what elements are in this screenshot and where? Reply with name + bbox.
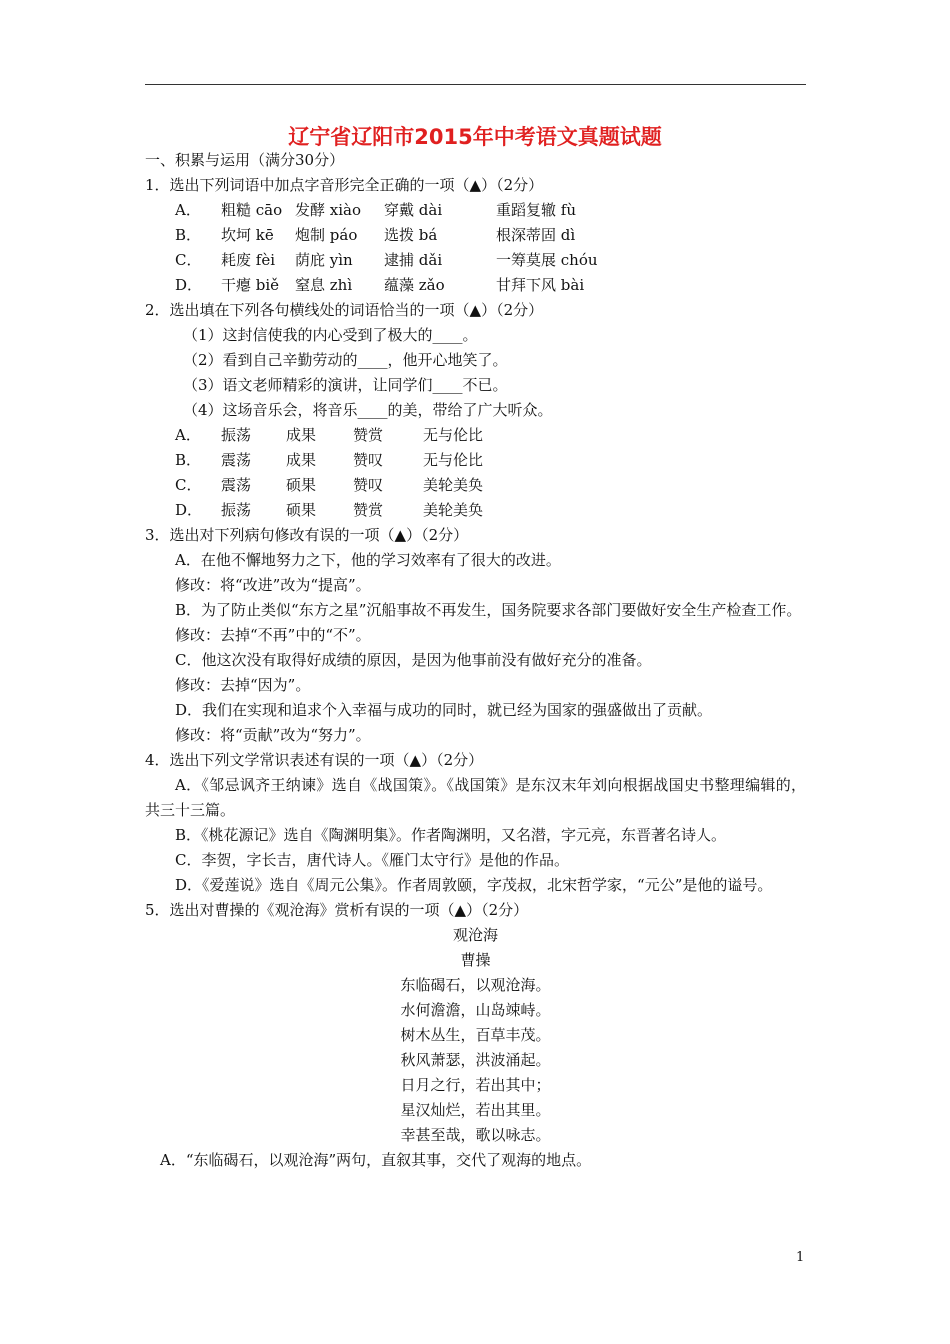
q2-sentence: （4）这场音乐会，将音乐____的美，带给了广大听众。 bbox=[183, 401, 553, 419]
q1-option-d: D． 干瘪 biě 窒息 zhì 蕴藻 zǎo 甘拜下风 bài bbox=[175, 276, 585, 294]
q4-option-d: D．《爱莲说》选自《周元公集》。作者周敦颐，字茂叔，北宋哲学家，“元公”是他的谥号。 bbox=[175, 876, 773, 894]
section-heading: 一、积累与运用（满分30分） bbox=[145, 151, 345, 169]
question-2-stem: 2．选出填在下列各句横线处的词语恰当的一项（▲）（2分） bbox=[145, 301, 544, 319]
q5-option-a: A．“东临碣石，以观沧海”两句，直叙其事，交代了观海的地点。 bbox=[160, 1151, 592, 1169]
poem-author: 曹操 bbox=[460, 951, 491, 969]
q3-option-c-fix: 修改：去掉“因为”。 bbox=[175, 676, 311, 694]
poem-title: 观沧海 bbox=[452, 926, 498, 944]
question-5-stem: 5．选出对曹操的《观沧海》赏析有误的一项（▲）（2分） bbox=[145, 901, 529, 919]
q4-option-c: C．李贺，字长吉，唐代诗人。《雁门太守行》是他的作品。 bbox=[175, 851, 569, 869]
q2-sentence: （2）看到自己辛勤劳动的____，他开心地笑了。 bbox=[183, 351, 508, 369]
question-1-stem: 1．选出下列词语中加点字音形完全正确的一项（▲）（2分） bbox=[145, 176, 544, 194]
q4-option-b: B．《桃花源记》选自《陶渊明集》。作者陶渊明，又名潜，字元亮，东晋著名诗人。 bbox=[175, 826, 727, 844]
q3-option-a: A．在他不懈地努力之下，他的学习效率有了很大的改进。 bbox=[175, 551, 561, 569]
question-4-stem: 4．选出下列文学常识表述有误的一项（▲）（2分） bbox=[145, 751, 484, 769]
poem-line: 秋风萧瑟，洪波涌起。 bbox=[400, 1051, 551, 1069]
question-3-stem: 3．选出对下列病句修改有误的一项（▲）（2分） bbox=[145, 526, 469, 544]
q3-option-b-fix: 修改：去掉“不再”中的“不”。 bbox=[175, 626, 371, 644]
poem-line: 树木丛生，百草丰茂。 bbox=[400, 1026, 551, 1044]
q3-option-a-fix: 修改：将“改进”改为“提高”。 bbox=[175, 576, 371, 594]
page-title: 辽宁省辽阳市2015年中考语文真题试题 bbox=[288, 125, 662, 149]
q3-option-d-fix: 修改：将“贡献”改为“努力”。 bbox=[175, 726, 371, 744]
q1-option-c: C． 耗废 fèi 荫庇 yìn 逮捕 dǎi 一筹莫展 chóu bbox=[175, 251, 598, 269]
exam-content bbox=[145, 148, 806, 1173]
q2-option-c: C． 震荡 硕果 赞叹 美轮美奂 bbox=[175, 476, 484, 494]
poem-line: 日月之行，若出其中； bbox=[400, 1076, 551, 1094]
poem-line: 东临碣石，以观沧海。 bbox=[400, 976, 551, 994]
q2-option-d: D． 振荡 硕果 赞赏 美轮美奂 bbox=[175, 501, 484, 519]
q2-sentence: （1）这封信使我的内心受到了极大的____。 bbox=[183, 326, 478, 344]
q2-option-b: B． 震荡 成果 赞叹 无与伦比 bbox=[175, 451, 484, 469]
poem-line: 幸甚至哉，歌以咏志。 bbox=[400, 1126, 551, 1144]
q1-option-a: A． 粗糙 cāo 发酵 xiào 穿戴 dài 重蹈复辙 fù bbox=[175, 201, 576, 219]
poem-line: 水何澹澹，山岛竦峙。 bbox=[400, 1001, 551, 1019]
q3-option-d: D．我们在实现和追求个入幸福与成功的同时，就已经为国家的强盛做出了贡献。 bbox=[175, 701, 713, 719]
poem-line: 星汉灿烂，若出其里。 bbox=[400, 1101, 551, 1119]
q1-option-b: B． 坎坷 kē 炮制 páo 选拨 bá 根深蒂固 dì bbox=[175, 226, 576, 244]
q2-option-a: A． 振荡 成果 赞赏 无与伦比 bbox=[175, 426, 484, 444]
q3-option-c: C．他这次没有取得好成绩的原因，是因为他事前没有做好充分的准备。 bbox=[175, 651, 652, 669]
page-number: 1 bbox=[796, 1250, 805, 1265]
q2-sentence: （3）语文老师精彩的演讲，让同学们____不已。 bbox=[183, 376, 508, 394]
header-rule bbox=[145, 84, 806, 85]
q3-option-b: B．为了防止类似“东方之星”沉船事故不再发生，国务院要求各部门要做好安全生产检查工作。 bbox=[175, 601, 802, 619]
q4-option-a: A．《邹忌讽齐王纳谏》选自《战国策》。《战国策》是东汉末年刘向根据战国史书整理编辑的，共三十三篇。 bbox=[145, 776, 806, 819]
